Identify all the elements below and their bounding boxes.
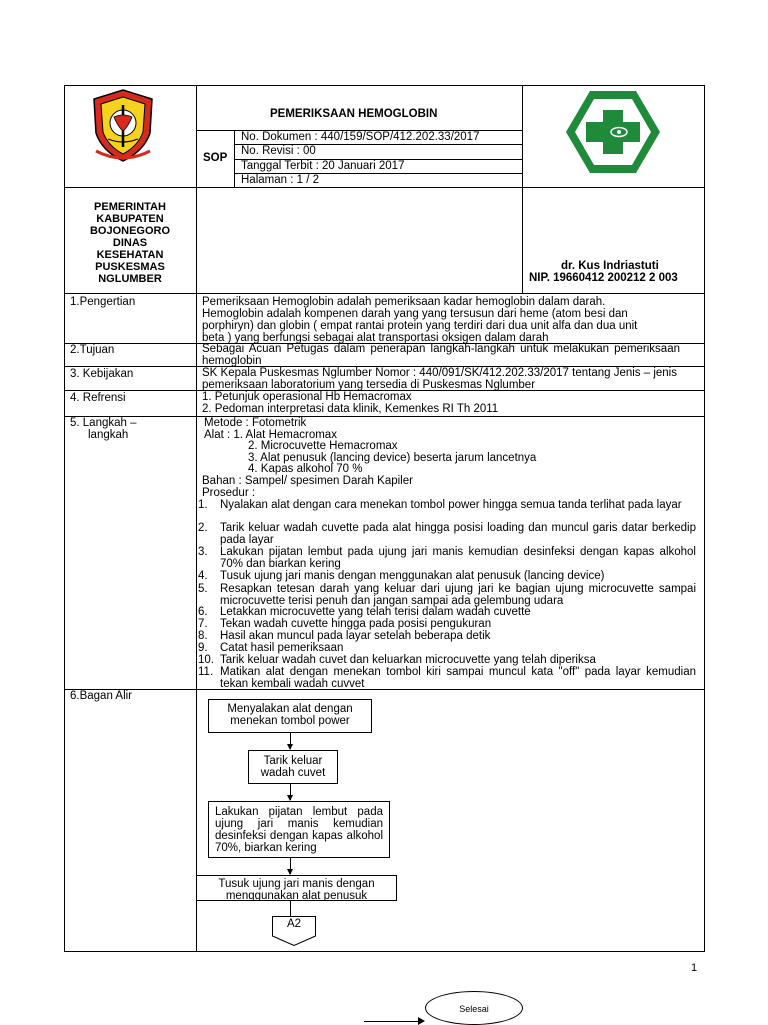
- flowchart-box-2: Tarik keluar wadah cuvet: [248, 750, 338, 784]
- procedure-step: 8. Hasil akan muncul pada layar setelah beberapa detik: [198, 630, 491, 642]
- referensi-item-2: 2. Pedoman interpretasi data klinik, Kemenkes RI Th 2011: [202, 403, 499, 415]
- prosedur-label: Prosedur :: [202, 487, 256, 499]
- bahan-text: Bahan : Sampel/ spesimen Darah Kapiler: [202, 475, 413, 487]
- procedure-step: 1. Nyalakan alat dengan cara menekan tombol power hingga semua tanda terlihat pada layar: [198, 499, 682, 511]
- end-label: Selesai: [459, 1004, 489, 1014]
- left-logo: [88, 87, 158, 163]
- procedure-step: 4. Tusuk ujung jari manis dengan menggunakan alat penusuk (lancing device): [198, 570, 605, 582]
- flowchart-offpage-connector: [272, 916, 316, 946]
- flowchart-box-1: Menyalakan alat dengan menekan tombol power: [208, 699, 372, 733]
- sop-label: SOP: [203, 152, 228, 164]
- metode-text: Metode : Fotometrik: [204, 417, 307, 429]
- organization-name: PEMERINTAH KABUPATEN BOJONEGORO DINAS KESEHATAN PUSKESMAS NGLUMBER: [89, 201, 171, 285]
- revision-number: No. Revisi : 00: [241, 145, 316, 157]
- pengertian-line-3: porphiryn) dan globin ( empat rantai protein yang terdiri dari dua unit alfa dan dua unit: [202, 320, 638, 332]
- procedure-step: 6. Letakkan microcuvette yang telah terisi dalam wadah cuvette: [198, 606, 531, 618]
- row-label-bagan-alir: 6.Bagan Alir: [70, 690, 133, 702]
- document-title: PEMERIKSAAN HEMOGLOBIN: [270, 108, 438, 120]
- referensi-item-1: 1. Petunjuk operasional Hb Hemacromax: [202, 391, 412, 403]
- alat-label: Alat : 1. Alat Hemacromax: [204, 429, 337, 441]
- connector-label: A2: [286, 918, 302, 930]
- alat-item-4: 4. Kapas alkohol 70 %: [248, 463, 363, 475]
- alat-item-3: 3. Alat penusuk (lancing device) beserta jarum lancetnya: [248, 452, 537, 464]
- procedure-step: 7. Tekan wadah cuvette hingga pada posisi pengukuran: [198, 618, 492, 630]
- signer-nip: NIP. 19660412 200212 2 003: [529, 272, 678, 284]
- row-label-langkah-2: langkah: [88, 429, 129, 441]
- procedure-step: 11. Matikan alat dengan menekan tombol kiri sampai muncul kata "off" pada layar kemudian tekan kembali wadah cuvvet: [198, 666, 696, 690]
- kebijakan-text: SK Kepala Puskesmas Nglumber Nomor : 440/091/SK/412.202.33/2017 tentang Jenis – jenis pemeriksaan laboratorium yang tersedia di Puskesmas Nglumber: [202, 367, 677, 391]
- alat-item-2: 2. Microcuvette Hemacromax: [248, 440, 398, 452]
- pengertian-line-4: beta ) yang berfungsi sebagai alat transportasi oksigen dalam darah: [202, 332, 549, 344]
- right-logo: [563, 88, 663, 176]
- pengertian-line-1: Pemeriksaan Hemoglobin adalah pemeriksaan kadar hemoglobin dalam darah.: [202, 296, 606, 308]
- tujuan-text: Sebagai Acuan Petugas dalam penerapan langkah-langkah untuk melakukan pemeriksaan hemoglobin: [202, 343, 680, 367]
- row-label-langkah-1: 5. Langkah –: [70, 417, 137, 429]
- procedure-step: 9. Catat hasil pemeriksaan: [198, 642, 344, 654]
- procedure-step: 5. Resapkan tetesan darah yang keluar dari ujung jari ke bagian ujung microcuvette sampai microcuvette terisi penuh dan jangan sampai ada gelembung udara: [198, 583, 696, 607]
- procedure-step: 3. Lakukan pijatan lembut pada ujung jari manis kemudian desinfeksi dengan kapas alkohol 70% dan biarkan kering: [198, 546, 696, 570]
- issue-date: Tanggal Terbit : 20 Januari 2017: [241, 160, 405, 172]
- flowchart-line: [290, 901, 291, 916]
- puskesmas-green-cross-icon: [563, 88, 663, 176]
- row-label-kebijakan: 3. Kebijakan: [70, 368, 134, 380]
- page-number: 1: [691, 962, 698, 974]
- flowchart-arrow: [290, 858, 291, 874]
- flowchart-arrow: [290, 733, 291, 749]
- procedure-step: 2. Tarik keluar wadah cuvette pada alat hingga posisi loading dan muncul garis datar berkedip pada layar: [198, 522, 696, 546]
- flowchart-arrow: [290, 784, 291, 800]
- procedure-step: 10. Tarik keluar wadah cuvet dan keluarkan microcuvette yang telah diperiksa: [198, 654, 596, 666]
- flowchart-box-3: Lakukan pijatan lembut pada ujung jari manis kemudian desinfeksi dengan kapas alkohol 70%, biarkan kering: [208, 801, 390, 858]
- row-label-referensi: 4. Refrensi: [70, 392, 126, 404]
- signer-name: dr. Kus Indriastuti: [561, 260, 659, 272]
- flowchart-arrow-to-end: [364, 1021, 419, 1022]
- bojonegoro-regency-emblem-icon: [88, 87, 158, 163]
- flowchart-end-terminal: [425, 991, 523, 1025]
- row-label-tujuan: 2.Tujuan: [70, 344, 115, 356]
- flowchart-box-4: Tusuk ujung jari manis dengan menggunakan alat penusuk: [196, 875, 397, 901]
- row-label-pengertian: 1.Pengertian: [70, 296, 136, 308]
- page-info: Halaman : 1 / 2: [241, 174, 319, 186]
- pengertian-line-2: Hemoglobin adalah kompenen darah yang yang tersusun dari heme (atom besi dan: [202, 308, 628, 320]
- doc-number: No. Dokumen : 440/159/SOP/412.202.33/2017: [241, 131, 480, 143]
